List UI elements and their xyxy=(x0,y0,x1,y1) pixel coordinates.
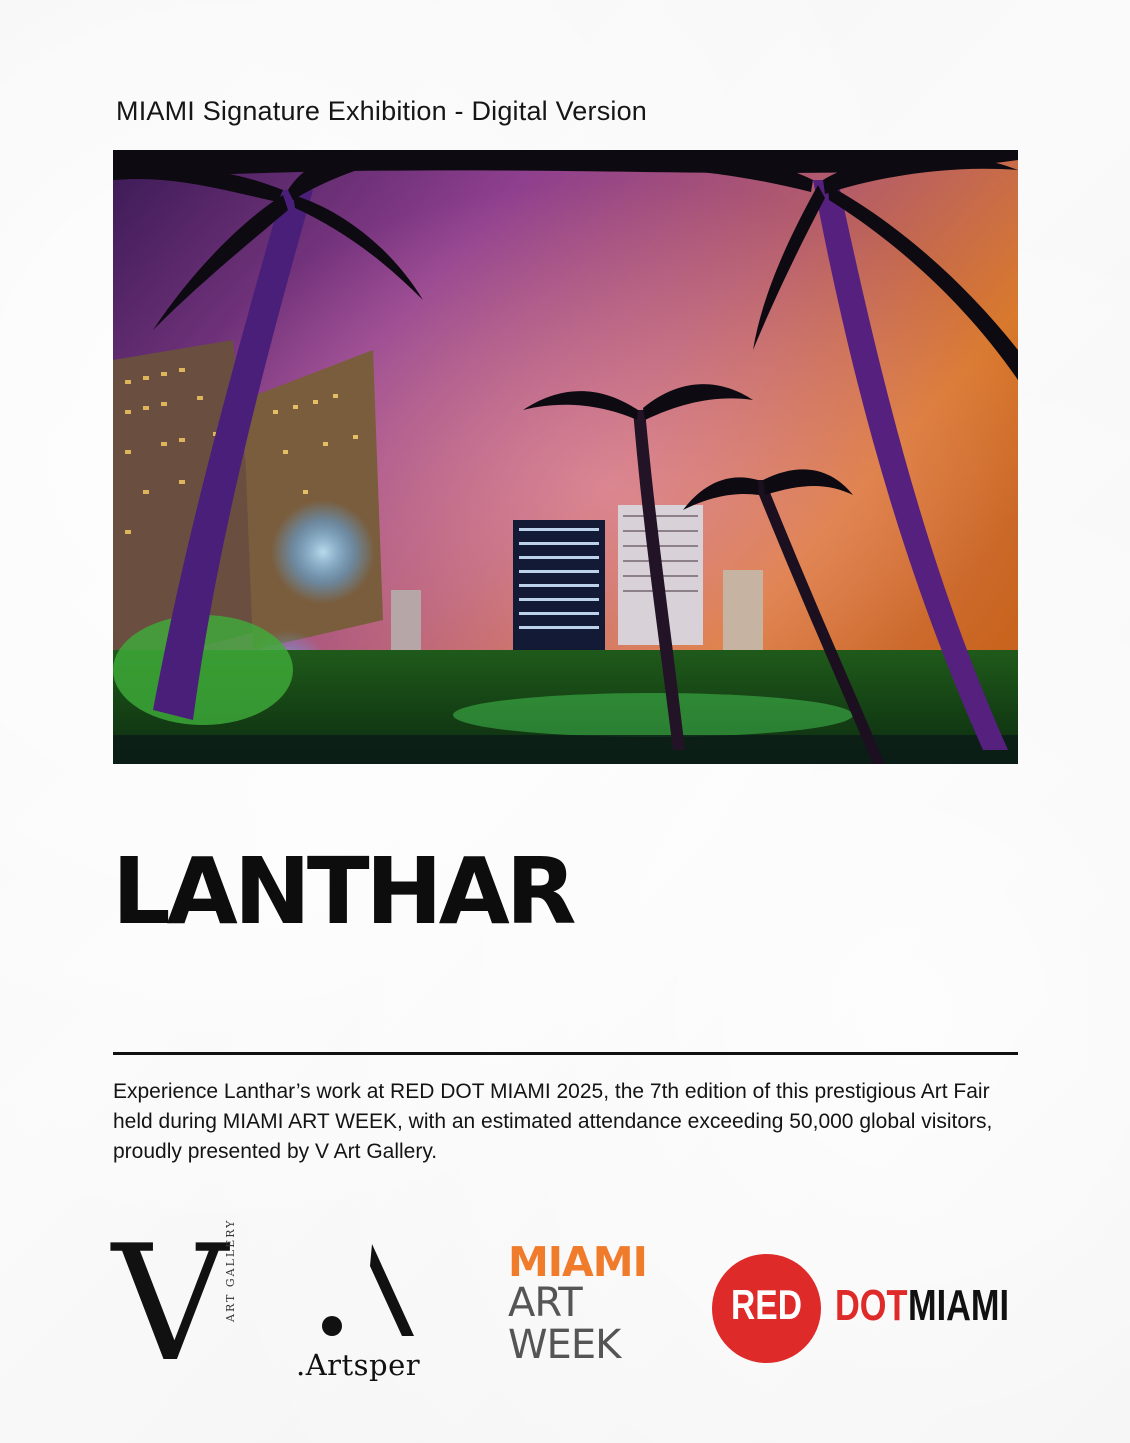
red-dot-miami-part1: RED xyxy=(731,1281,802,1328)
exhibition-description: Experience Lanthar’s work at RED DOT MIAMI 2025, the 7th edition of this prestigious Art Fair held during MIAMI ART WEEK, with an estimated attendance exceeding 50,000 global visitors, proudly presented by V Art Gallery. xyxy=(113,1080,993,1163)
artist-name: LANTHAR xyxy=(112,838,573,945)
v-art-gallery-logo xyxy=(112,1210,262,1397)
artsper-wordmark: .Artsper xyxy=(296,1348,421,1382)
miami-art-week-line1: MIAMI xyxy=(508,1238,647,1286)
red-dot-miami-part2: DOT xyxy=(835,1281,908,1330)
miami-art-week-line3: WEEK xyxy=(508,1322,621,1368)
divider xyxy=(113,1052,1018,1055)
partner-logos xyxy=(0,1210,1130,1400)
miami-art-week-logo xyxy=(508,1238,668,1392)
exhibition-subtitle: MIAMI Signature Exhibition - Digital Version xyxy=(116,96,648,126)
artwork-image xyxy=(113,150,1018,764)
red-dot-miami-logo xyxy=(712,1254,1022,1364)
red-dot-miami-part3: MIAMI xyxy=(908,1281,1010,1330)
artsper-mark-icon xyxy=(314,1240,414,1340)
miami-art-week-line2: ART xyxy=(508,1280,582,1326)
v-art-gallery-letter: V xyxy=(112,1210,228,1397)
artsper-logo xyxy=(296,1240,426,1390)
v-art-gallery-subtext: ART GALLERY xyxy=(224,1218,237,1322)
